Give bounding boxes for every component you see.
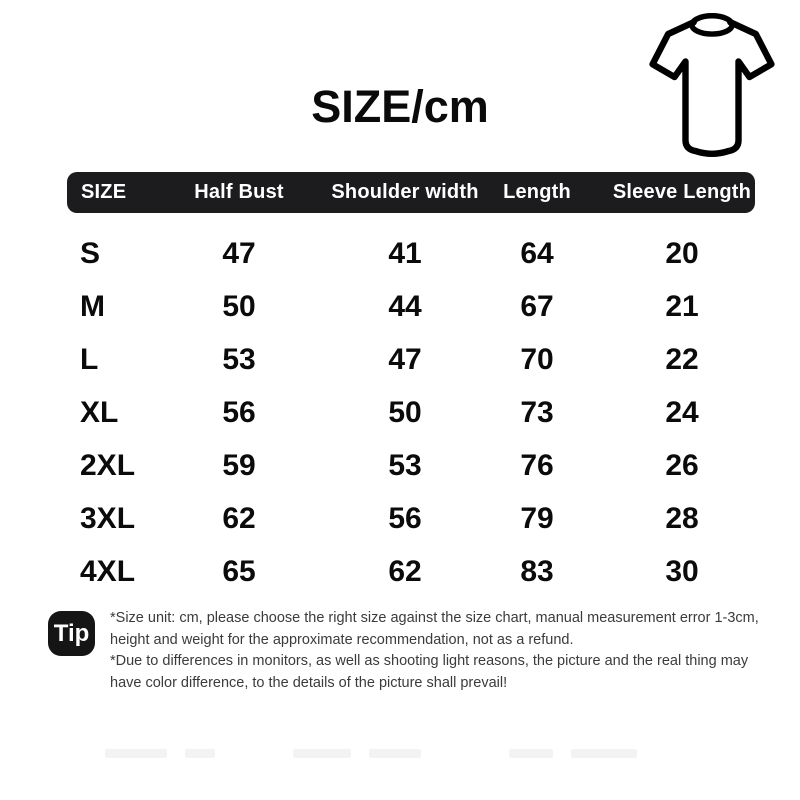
table-row [67,227,755,280]
column-header-length: Length [503,181,571,203]
tshirt-icon [648,10,776,166]
measurement-value: 76 [520,448,554,482]
size-label: 3XL [80,501,136,535]
measurement-value: 62 [388,554,422,588]
measurement-value: 50 [222,289,256,323]
size-label: 2XL [80,448,136,482]
page-title: SIZE/cm [311,81,489,132]
measurement-value: 65 [222,554,256,588]
tip-badge: Tip [48,611,95,656]
tip-note-line: height and weight for the approximate recommendation, not as a refund. [110,631,574,648]
measurement-value: 67 [520,289,554,323]
tip-note-line: have color difference, to the details of the picture shall prevail! [110,674,508,691]
measurement-value: 30 [665,554,699,588]
column-header-sleeve-length: Sleeve Length [612,181,752,203]
measurement-value: 28 [665,501,699,535]
faint-watermark [105,749,750,758]
table-header-row [67,172,755,213]
size-table-body [67,227,755,598]
tip-note-line: *Due to differences in monitors, as well as shooting light reasons, the picture and the real thing may [110,653,749,670]
measurement-value: 56 [388,501,422,535]
measurement-value: 44 [388,289,422,323]
measurement-value: 24 [665,395,699,429]
column-header-shoulder-width: Shoulder width [331,181,479,203]
column-header-size: SIZE [81,181,127,203]
table-row [67,333,755,386]
size-label: XL [80,395,119,429]
measurement-value: 83 [520,554,554,588]
size-label: L [80,342,99,376]
tip-notes [110,608,775,694]
measurement-value: 20 [665,236,699,270]
column-header-half-bust: Half Bust [194,181,284,203]
measurement-value: 53 [388,448,422,482]
table-row [67,545,755,598]
measurement-value: 73 [520,395,554,429]
size-label: M [80,289,105,323]
measurement-value: 53 [222,342,256,376]
size-label: S [80,236,101,270]
measurement-value: 79 [520,501,554,535]
measurement-value: 47 [388,342,422,376]
measurement-value: 21 [665,289,699,323]
measurement-value: 59 [222,448,256,482]
measurement-value: 22 [665,342,699,376]
size-label: 4XL [80,554,136,588]
measurement-value: 47 [222,236,256,270]
measurement-value: 56 [222,395,256,429]
measurement-value: 64 [520,236,554,270]
table-row [67,439,755,492]
table-row [67,492,755,545]
measurement-value: 50 [388,395,422,429]
table-row [67,280,755,333]
tip-note-line: *Size unit: cm, please choose the right size against the size chart, manual measurement error 1-3cm, [110,610,759,626]
measurement-value: 62 [222,501,256,535]
measurement-value: 41 [388,236,422,270]
table-row [67,386,755,439]
measurement-value: 26 [665,448,699,482]
measurement-value: 70 [520,342,554,376]
